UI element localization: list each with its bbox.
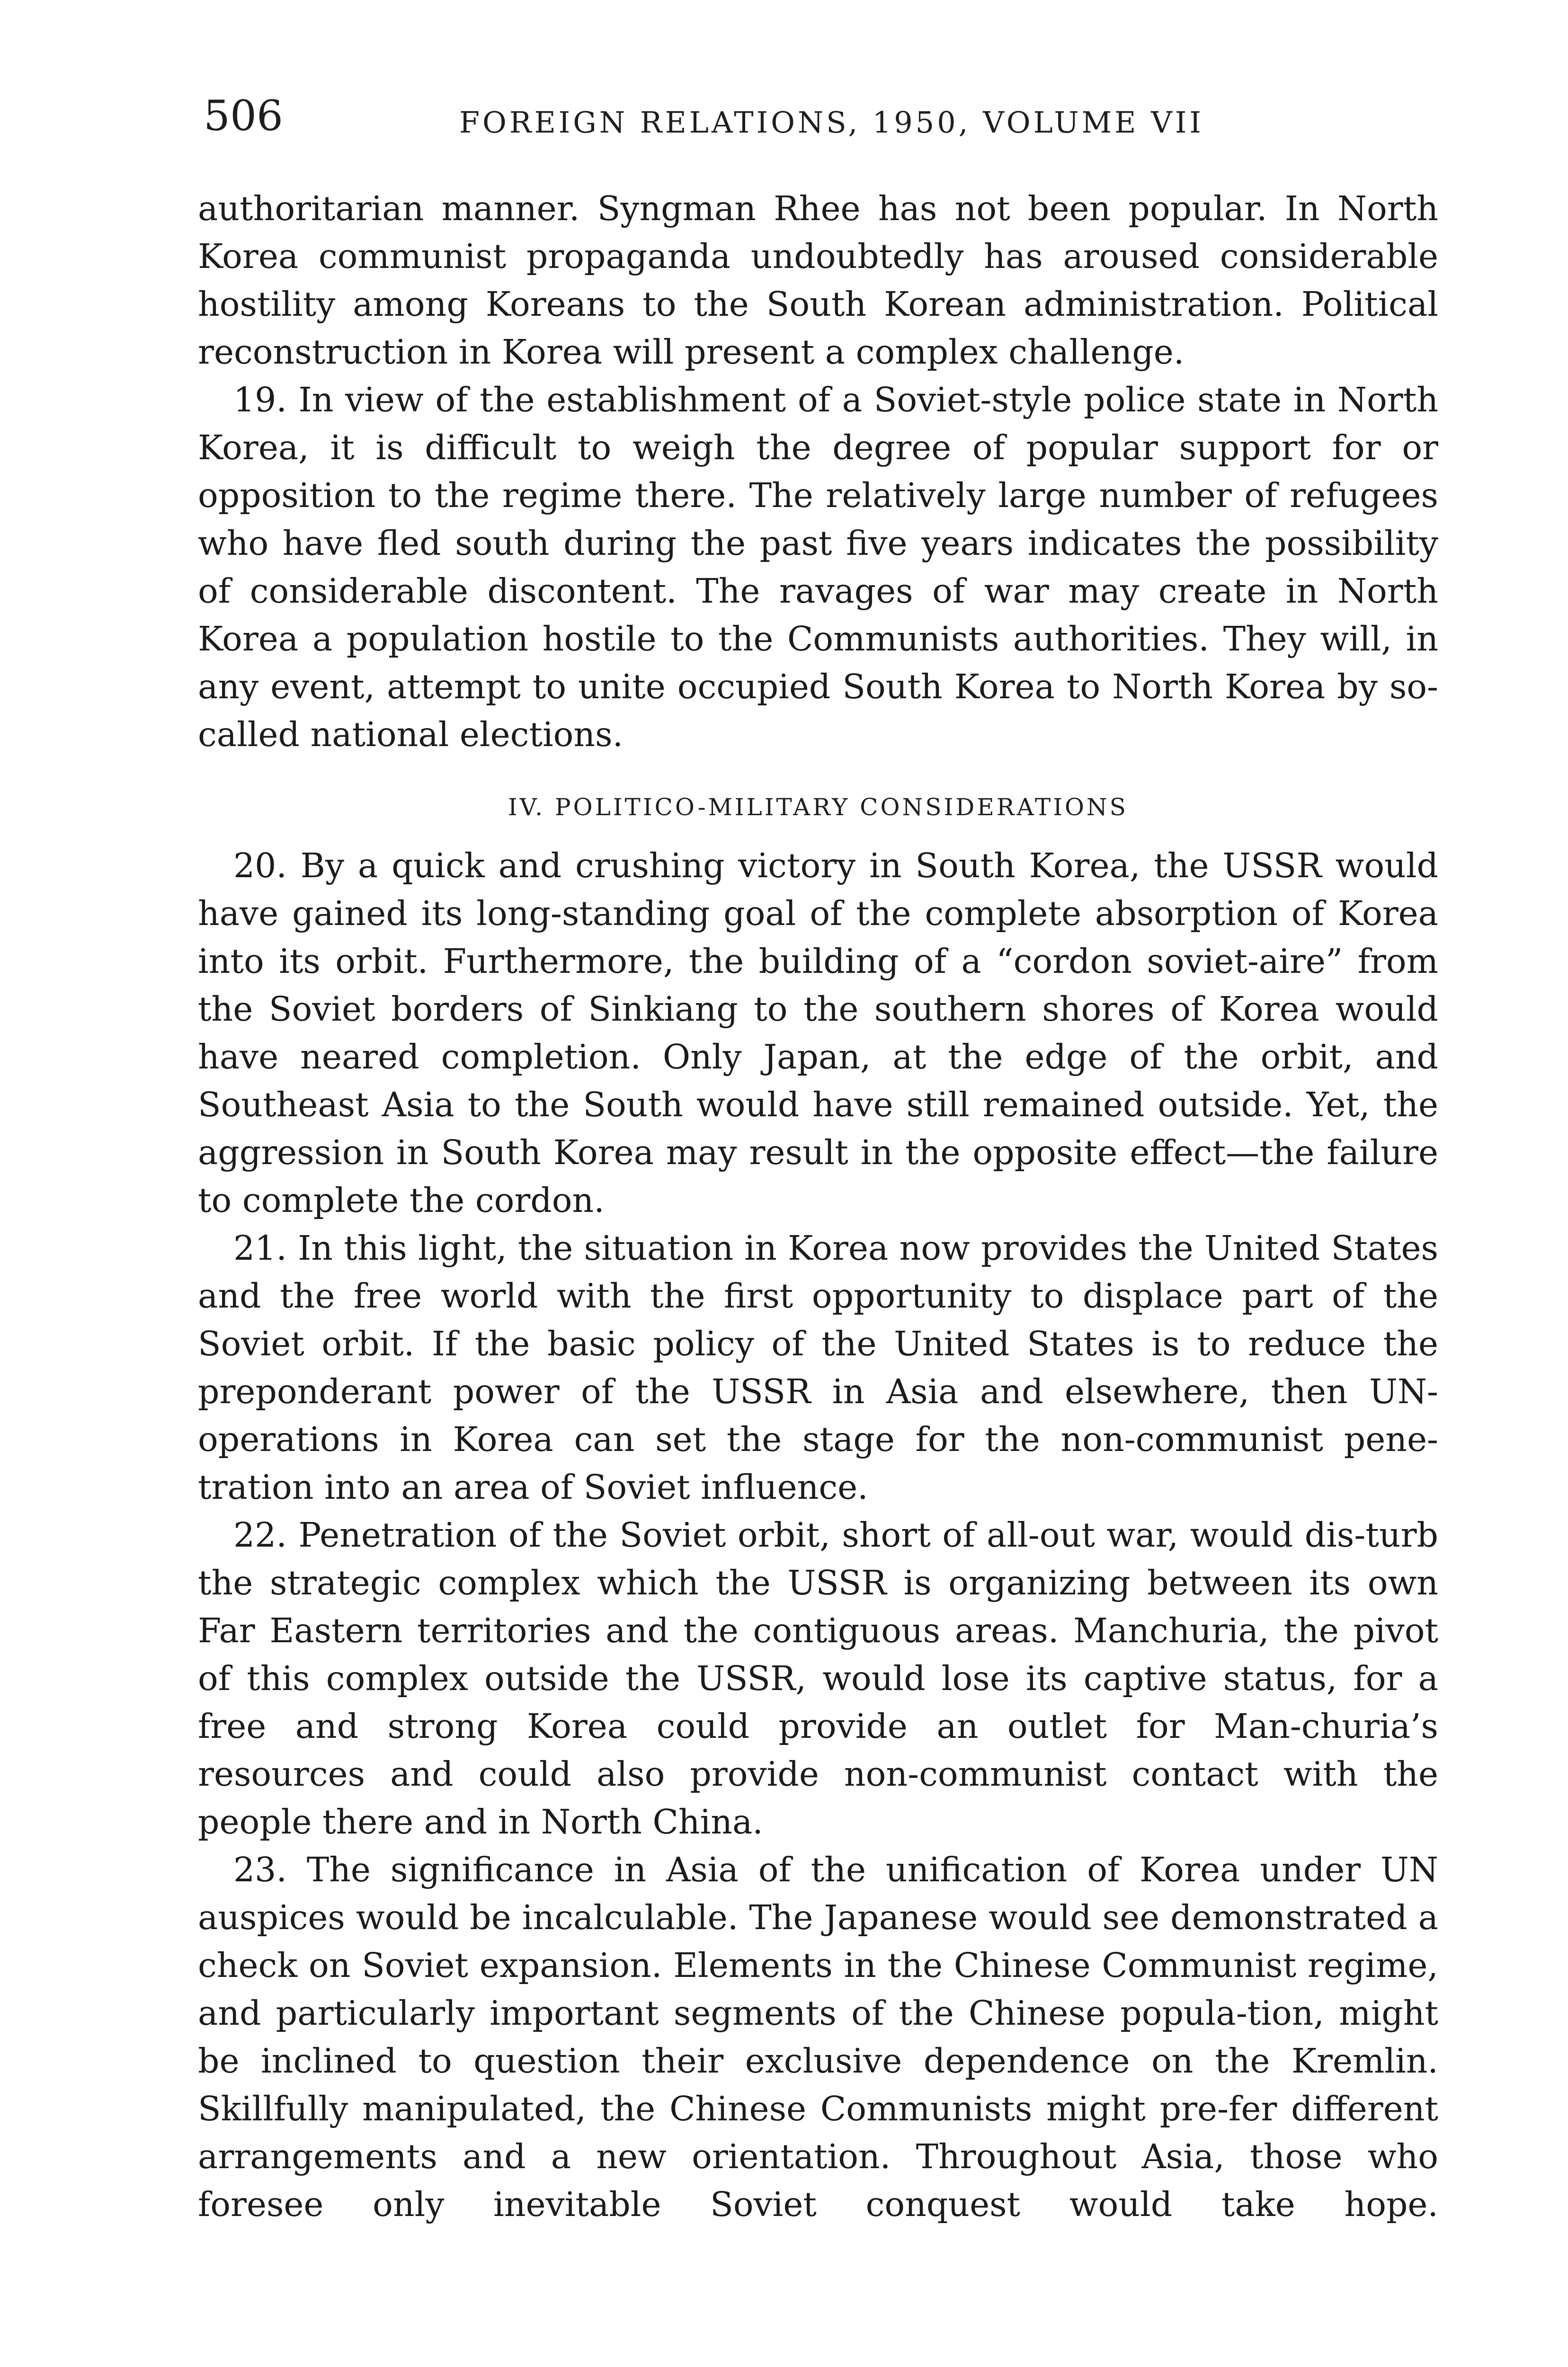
paragraph-22: 22. Penetration of the Soviet orbit, short of all-out war, would dis-turb the strategic complex which the USSR is organizing between its own Far Eastern territories and the contiguous areas. Manchuria, the pivot of this complex outside the USSR, would lose its captive status, for a free and strong Korea could provide an outlet for Man-churia’s resources and could also provide non-communist contact with the people there and in North China. — [198, 1515, 1438, 1842]
page-number: 506 — [204, 91, 283, 140]
section-heading: IV. POLITICO-MILITARY CONSIDERATIONS — [508, 793, 1128, 821]
running-head: FOREIGN RELATIONS, 1950, VOLUME VII — [459, 105, 1204, 140]
paragraph-20: 20. By a quick and crushing victory in South Korea, the USSR would have gained its long-standing goal of the complete absorption of Korea into its orbit. Furthermore, the building of a “cordon soviet-aire” from the Soviet borders of Sinkiang to the southern shores of Korea would have neared completion. Only Japan, at the edge of the orbit, and Southeast Asia to the South would have still remained outside. Yet, the aggression in South Korea may result in the opposite effect—the failure to complete the cordon. — [198, 846, 1438, 1220]
paragraph-21: 21. In this light, the situation in Korea now provides the United States and the free world with the first opportunity to displace part of the Soviet orbit. If the basic policy of the United States is to reduce the preponderant power of the USSR in Asia and elsewhere, then UN-operations in Korea can set the stage for the non-communist pene-tration into an area of Soviet influence. — [198, 1228, 1438, 1507]
page-header — [204, 90, 1434, 151]
paragraph-19: 19. In view of the establishment of a Soviet-style police state in North Korea, it is difficult to weigh the degree of popular support for or opposition to the regime there. The relatively large number of refugees who have fled south during the past five years indicates the possibility of considerable discontent. The ravages of war may create in North Korea a population hostile to the Communists authorities. They will, in any event, attempt to unite occupied South Korea to North Korea by so-called national elections. — [198, 380, 1438, 754]
paragraph-continuation: authoritarian manner. Syngman Rhee has not been popular. In North Korea communist propaganda undoubtedly has aroused considerable hostility among Koreans to the South Korean administration. Political reconstruction in Korea will present a complex challenge. — [198, 189, 1438, 372]
paragraph-23: 23. The significance in Asia of the unification of Korea under UN auspices would be incalculable. The Japanese would see demonstrated a check on Soviet expansion. Elements in the Chinese Communist regime, and particularly important segments of the Chinese popula-tion, might be inclined to question their exclusive dependence on the Kremlin. Skillfully manipulated, the Chinese Communists might pre-fer different arrangements and a new orientation. Throughout Asia, those who foresee only inevitable Soviet conquest would take hope. — [198, 1850, 1438, 2224]
body-text — [198, 185, 1438, 2228]
